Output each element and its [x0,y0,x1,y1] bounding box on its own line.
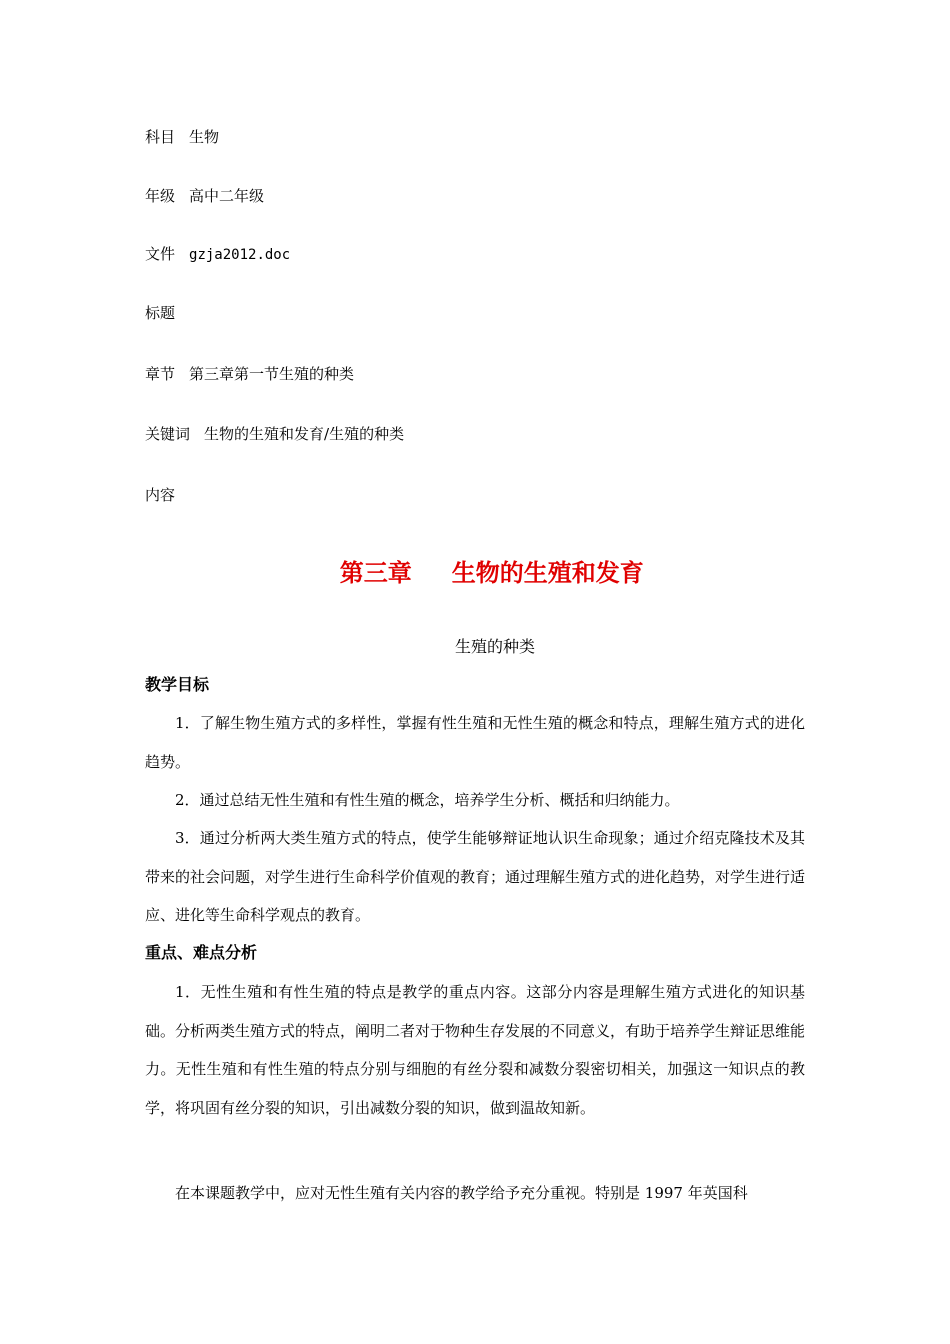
meta-value: 第三章第一节生殖的种类 [189,365,355,383]
meta-row-keywords [145,424,404,444]
objective-item-1: 1．了解生物生殖方式的多样性，掌握有性生殖和无性生殖的概念和特点，理解生殖方式的进化趋势。 [145,714,805,771]
chapter-title [0,528,950,618]
meta-row-file [145,244,290,265]
meta-label: 文件 [145,245,176,263]
objective-item-3: 3．通过分析两大类生殖方式的特点，使学生能够辩证地认识生命现象；通过介绍克隆技术及其带来的社会问题，对学生进行生命科学价值观的教育；通过理解生殖方式的进化趋势，对学生进行适应、进化等生命科学观点的教育。 [145,829,806,924]
meta-label: 年级 [145,187,176,205]
key-point-item-1: 1．无性生殖和有性生殖的特点是教学的重点内容。这部分内容是理解生殖方式进化的知识基础。分析两类生殖方式的特点，阐明二者对于物种生存发展的不同意义，有助于培养学生辩证思维能力。无性生殖和有性生殖的特点分别与细胞的有丝分裂和减数分裂密切相关，加强这一知识点的教学，将巩固有丝分裂的知识，引出减数分裂的知识，做到温故知新。 [145,983,806,1117]
meta-value: 生物的生殖和发育/生殖的种类 [204,425,405,443]
objective-item-2: 2．通过总结无性生殖和有性生殖的概念，培养学生分析、概括和归纳能力。 [175,791,680,809]
meta-label: 标题 [145,304,176,322]
meta-row-chapter [145,364,354,384]
meta-value: 高中二年级 [189,187,265,205]
key-points-heading: 重点、难点分析 [145,943,258,962]
meta-label: 关键词 [145,425,191,443]
key-point-item-2: 在本课题教学中，应对无性生殖有关内容的教学给予充分重视。特别是 1997 年英国科 [175,1184,748,1202]
meta-label: 章节 [145,365,176,383]
objectives-heading: 教学目标 [145,675,210,694]
chapter-number: 第三章 [339,559,412,587]
section-title: 生殖的种类 [454,637,535,656]
meta-label: 内容 [145,486,176,504]
meta-label: 科目 [145,128,176,146]
meta-value: 生物 [189,128,220,146]
meta-row-content [145,485,189,505]
meta-row-grade [145,186,264,206]
meta-row-subject [145,127,219,147]
meta-row-title [145,303,189,323]
meta-value: gzja2012.doc [189,247,291,263]
chapter-name: 生物的生殖和发育 [451,559,644,587]
